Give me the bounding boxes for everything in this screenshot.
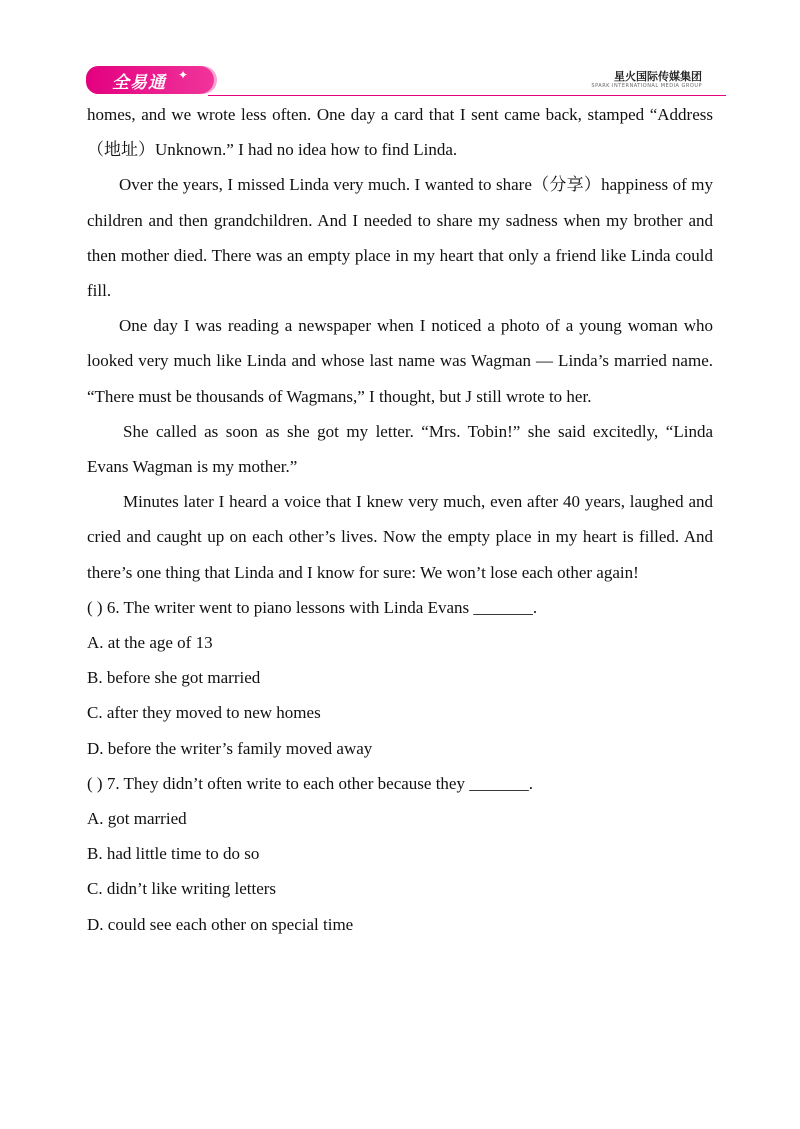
publisher-subtitle: SPARK INTERNATIONAL MEDIA GROUP	[591, 83, 702, 89]
answer-option: D. could see each other on special time	[87, 914, 354, 934]
document-body	[87, 97, 713, 942]
sparkle-icon: ✦	[178, 68, 189, 82]
passage-paragraph: Minutes later I heard a voice that I knew very much, even after 40 years, laughed and cried and caught up on each other’s lives. Now the empty place in my heart is filled. And there’s one thing that Linda and I know for sure: We won’t lose each other again!	[87, 492, 713, 582]
page-header	[86, 62, 726, 100]
answer-option: B. had little time to do so	[87, 844, 260, 864]
answer-option: C. after they moved to new homes	[87, 703, 321, 723]
question-stem: ( ) 6. The writer went to piano lessons with Linda Evans _______.	[87, 597, 538, 617]
passage-paragraph: Over the years, I missed Linda very much. I wanted to share（分享）happiness of my children and then grandchildren. And I needed to share my sadness when my brother and then mother died. There was an empty place in my heart that only a friend like Linda could fill.	[87, 175, 713, 301]
answer-option: D. before the writer’s family moved away	[87, 738, 373, 758]
question-stem: ( ) 7. They didn’t often write to each other because they _______.	[87, 773, 533, 793]
answer-option: A. at the age of 13	[87, 633, 213, 653]
logo	[86, 66, 214, 94]
answer-option: C. didn’t like writing letters	[87, 879, 277, 899]
publisher-name: 星火国际传媒集团	[614, 70, 702, 83]
answer-option: A. got married	[87, 809, 187, 829]
question-6	[87, 590, 713, 766]
passage-paragraph: She called as soon as she got my letter. “Mrs. Tobin!” she said excitedly, “Linda Evans Wagman is my mother.”	[87, 421, 713, 477]
passage-paragraph: homes, and we wrote less often. One day a card that I sent came back, stamped “Address（地址）Unknown.” I had no idea how to find Linda.	[87, 105, 713, 160]
answer-option: B. before she got married	[87, 668, 261, 688]
question-7	[87, 766, 713, 942]
header-divider	[208, 95, 726, 96]
logo-text: 全易通	[112, 73, 166, 93]
passage-paragraph: One day I was reading a newspaper when I noticed a photo of a young woman who looked very much like Linda and whose last name was Wagman — Linda’s married name. “There must be thousands of Wagmans,” I thought, but J still wrote to her.	[87, 316, 713, 406]
